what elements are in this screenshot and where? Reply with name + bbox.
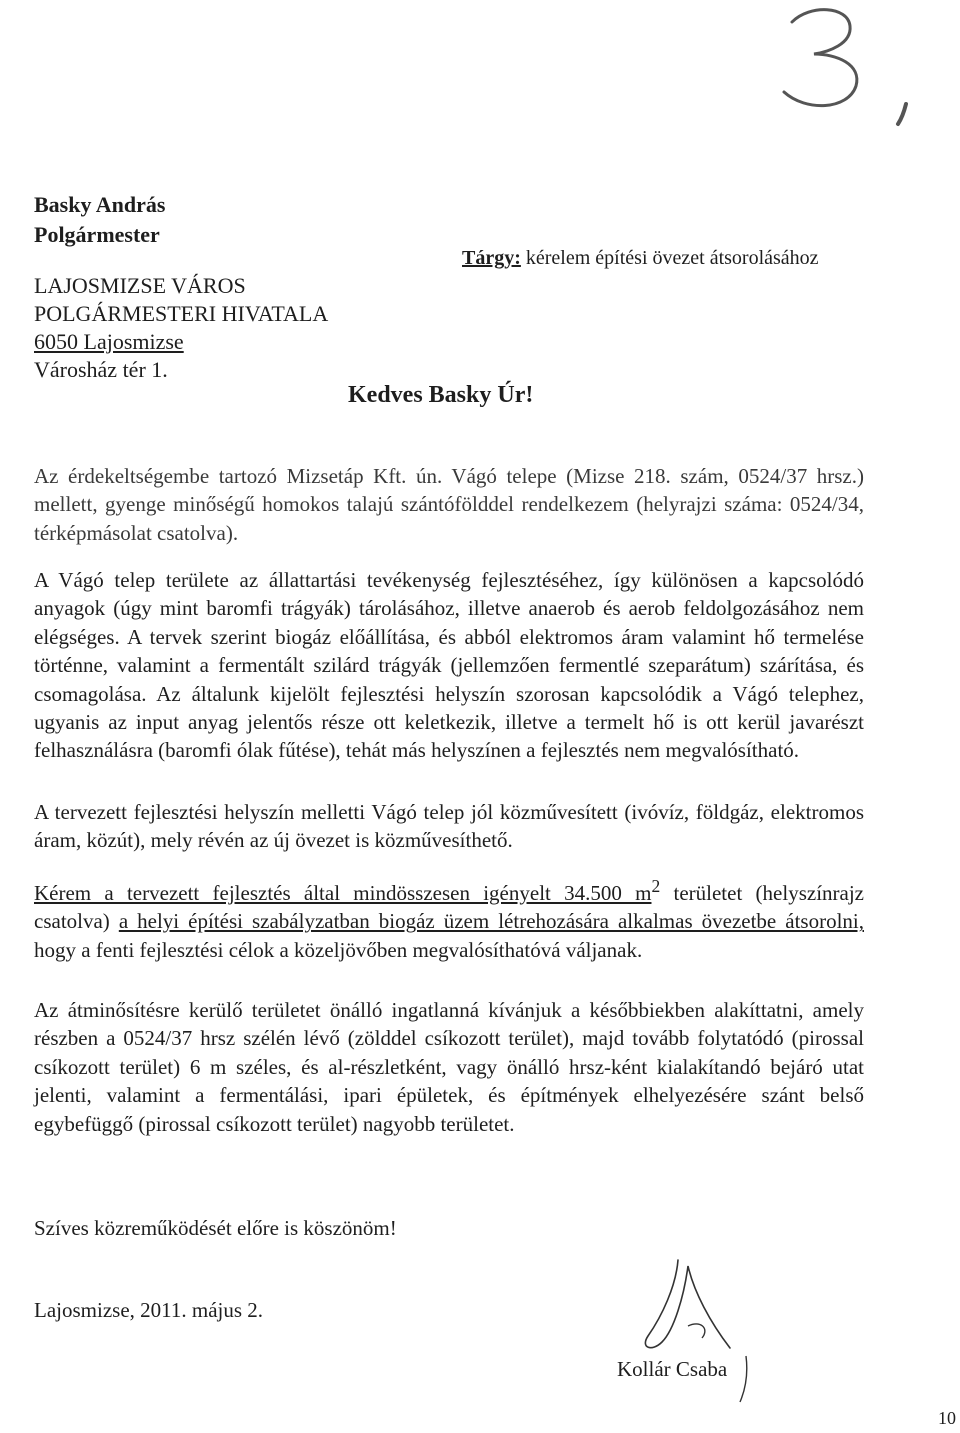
date-line: Lajosmizse, 2011. május 2. bbox=[34, 1298, 264, 1322]
request-underlined-2: a helyi építési szabályzatban biogáz üzem létrehozására alkalmas övezetbe átsorolni, bbox=[118, 909, 864, 934]
handwritten-page-marker bbox=[770, 0, 920, 130]
paragraph-2: A Vágó telep területe az állattartási tevékenység fejlesztéséhez, így különösen a kapcsolódó anyagok (úgy mint baromfi trágyák) tárolásához, illetve anaerob és aerob feldolgozásához nem elégséges. A tervek szerint biogáz előállítása, és abból elektromos áram valamint hő termelése történne, valamint a fermentált szilárd trágyák (jellemzően fermentlé szeparátum) szárítása, és csomagolása. Az általunk kijelölt fejlesztési helyszín szorosan kapcsolódik a Vágó telephez, ugyanis az input anyag jelentős része ott keletkezik, illetve a termelt hő is ott kerül javarészt felhasználásra (baromfi ólak fűtése), tehát más helyszínen a fejlesztés nem megvalósítható. bbox=[34, 568, 864, 763]
recipient-line-2: POLGÁRMESTERI HIVATALA bbox=[34, 301, 329, 326]
sender-block bbox=[34, 190, 165, 250]
recipient-line-1: LAJOSMIZSE VÁROS bbox=[34, 273, 246, 298]
sender-role: Polgármester bbox=[34, 222, 160, 247]
closing-line: Szíves közreműködését előre is köszönöm! bbox=[34, 1216, 397, 1240]
recipient-line-4: Városház tér 1. bbox=[34, 357, 168, 382]
recipient-line-3: 6050 Lajosmizse bbox=[34, 329, 184, 354]
paragraph-3: A tervezett fejlesztési helyszín melletti Vágó telep jól közművesített (ivóvíz, földgáz, elektromos áram, közút), mely révén az új övezet is közművesíthető. bbox=[34, 800, 864, 853]
superscript-2: 2 bbox=[651, 876, 661, 896]
handwritten-signature bbox=[618, 1256, 788, 1406]
request-text-1: területet (helyszínrajz csatolva) bbox=[34, 881, 864, 934]
request-text-2: hogy a fenti fejlesztési célok a közeljövőben megvalósíthatóvá váljanak. bbox=[34, 937, 643, 962]
subject-label: Tárgy: bbox=[462, 247, 521, 269]
paragraph-4 bbox=[34, 872, 864, 964]
paragraph-1: Az érdekeltségembe tartozó Mizsetáp Kft. ún. Vágó telepe (Mizse 218. szám, 0524/37 hrsz.) mellett, gyenge minőségű homokos talajú szántófölddel rendelkezem (helyrajzi száma: 0524/34, térképmásolat csatolva). bbox=[34, 464, 864, 545]
subject-line bbox=[462, 244, 819, 272]
request-underlined-1: Kérem a tervezett fejlesztés által mindösszesen igényelt 34.500 m bbox=[34, 881, 652, 905]
recipient-address bbox=[34, 272, 328, 384]
subject-text: kérelem építési övezet átsorolásához bbox=[525, 247, 819, 269]
page-number: 10 bbox=[938, 1408, 956, 1428]
paragraph-5: Az átminősítésre kerülő területet önálló ingatlanná kívánjuk a későbbiekben alakíttatni, amely részben a 0524/37 hrsz szélén lévő (zölddel csíkozott terület), majd tovább folytatódó (pirossal csíkozott terület) 6 m széles, és al-részletként, vagy önálló hrsz-ként kialakítandó bejáró utat jelenti, valamint a fermentálási, ipari épületek, és építmények elhelyezésére szánt belső egybefüggő (pirossal csíkozott terület) nagyobb területet. bbox=[34, 998, 864, 1136]
signature-name: Kollár Csaba bbox=[617, 1357, 728, 1381]
greeting: Kedves Basky Úr! bbox=[348, 382, 534, 408]
sender-name: Basky András bbox=[34, 192, 166, 217]
